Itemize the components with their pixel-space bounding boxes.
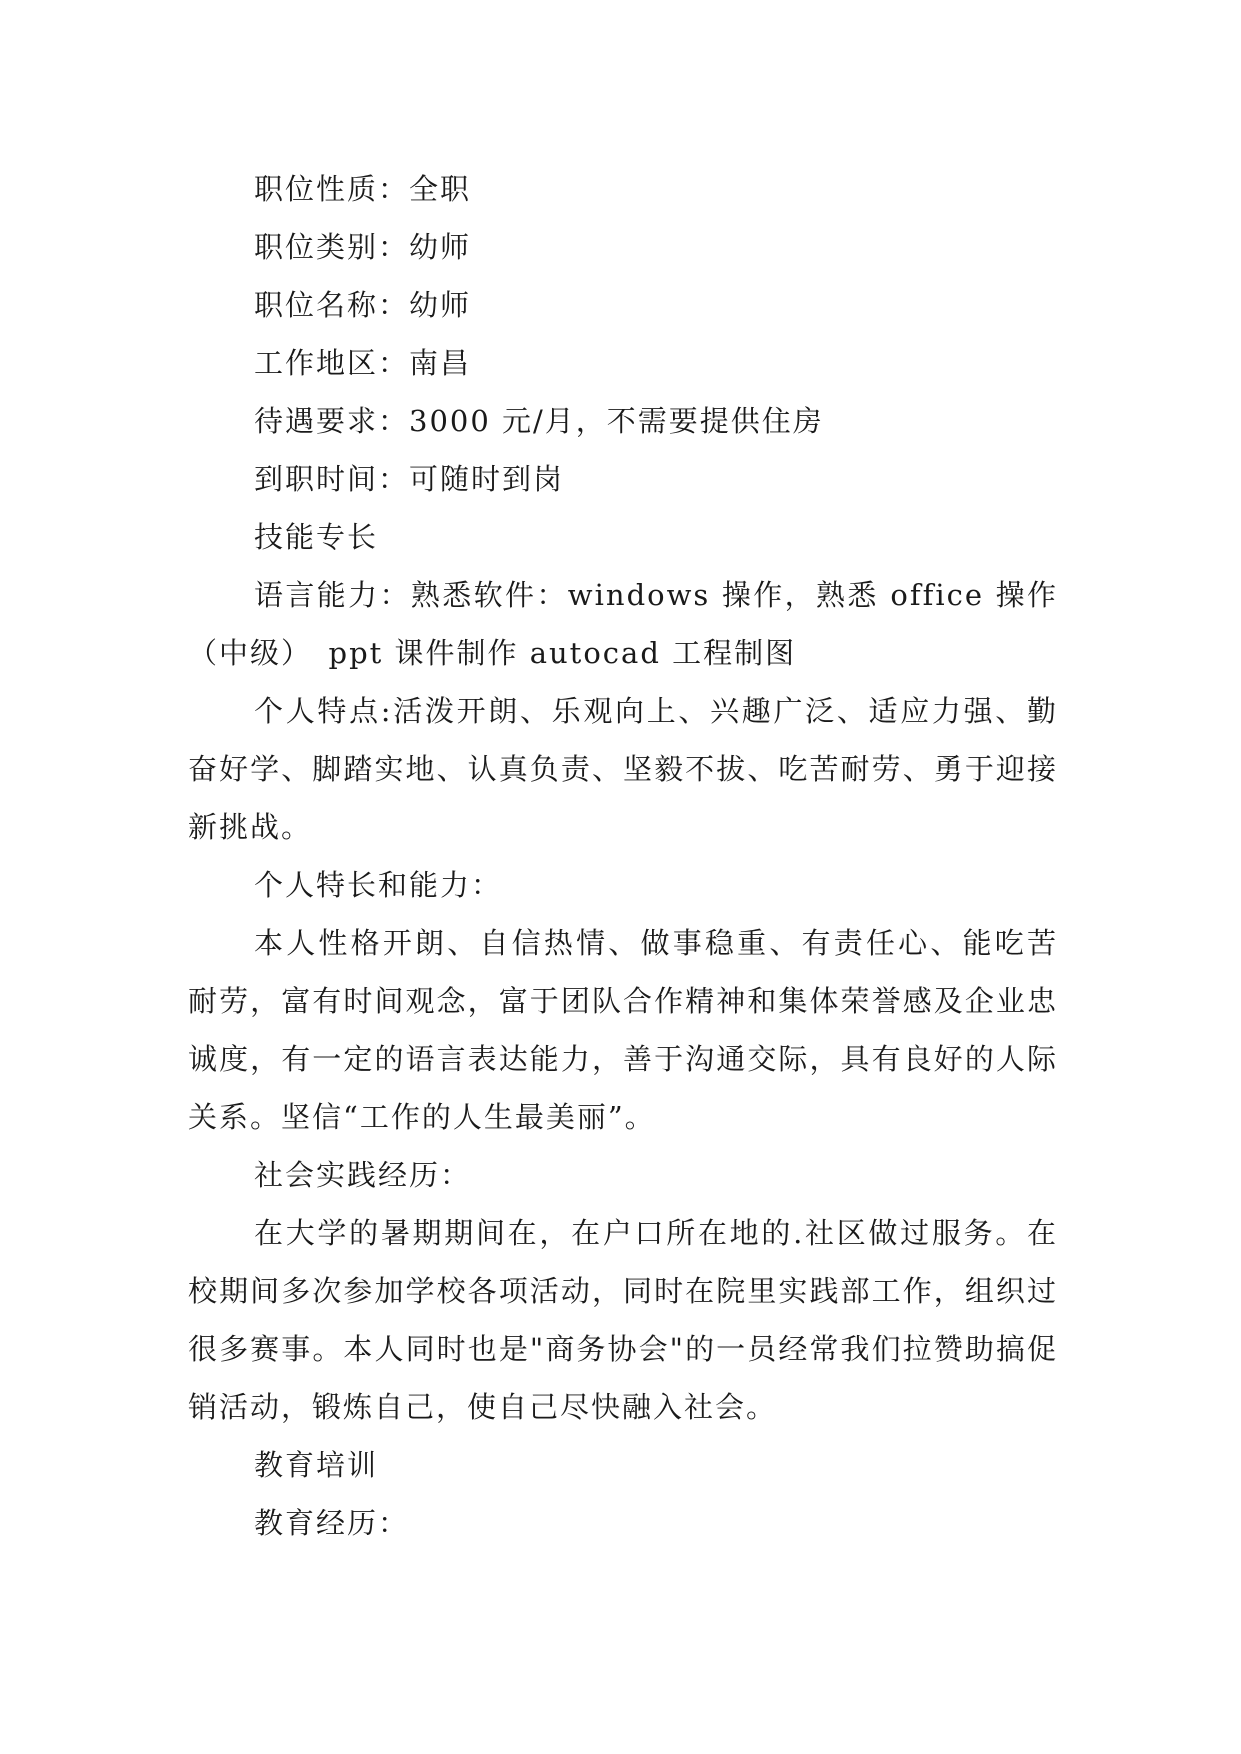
section-heading-education-training: 教育培训 [254, 1448, 379, 1482]
section-heading-education-history: 教育经历： [254, 1506, 410, 1540]
field-work-area: 工作地区：南昌 [254, 346, 472, 380]
paragraph-strengths: 本人性格开朗、自信热情、做事稳重、有责任心、能吃苦耐劳，富有时间观念，富于团队合作精神和集体荣誉感及企业忠诚度，有一定的语言表达能力，善于沟通交际，具有良好的人际关系。坚信“工作的人生最美丽”。 [188, 926, 1058, 1134]
section-heading-social-practice: 社会实践经历： [254, 1158, 472, 1192]
paragraph-social-practice: 在大学的暑期期间在，在户口所在地的.社区做过服务。在校期间多次参加学校各项活动，同时在院里实践部工作，组织过很多赛事。本人同时也是"商务协会"的一员经常我们拉赞助搞促销活动，锻炼自己，使自己尽快融入社会。 [188, 1216, 1058, 1424]
field-job-title: 职位名称：幼师 [254, 288, 472, 322]
section-heading-strengths: 个人特长和能力： [254, 868, 503, 902]
section-heading-skills: 技能专长 [254, 520, 379, 554]
field-salary-requirement: 待遇要求：3000 元/月，不需要提供住房 [254, 404, 824, 438]
field-job-nature: 职位性质：全职 [254, 172, 472, 206]
field-start-time: 到职时间：可随时到岗 [254, 462, 565, 496]
document-body [188, 160, 1058, 1552]
field-language-ability: 语言能力：熟悉软件：windows 操作，熟悉 office 操作（中级） ppt 课件制作 autocad 工程制图 [188, 578, 1058, 670]
field-job-category: 职位类别：幼师 [254, 230, 472, 264]
field-personal-traits: 个人特点:活泼开朗、乐观向上、兴趣广泛、适应力强、勤奋好学、脚踏实地、认真负责、坚毅不拔、吃苦耐劳、勇于迎接新挑战。 [188, 694, 1058, 844]
